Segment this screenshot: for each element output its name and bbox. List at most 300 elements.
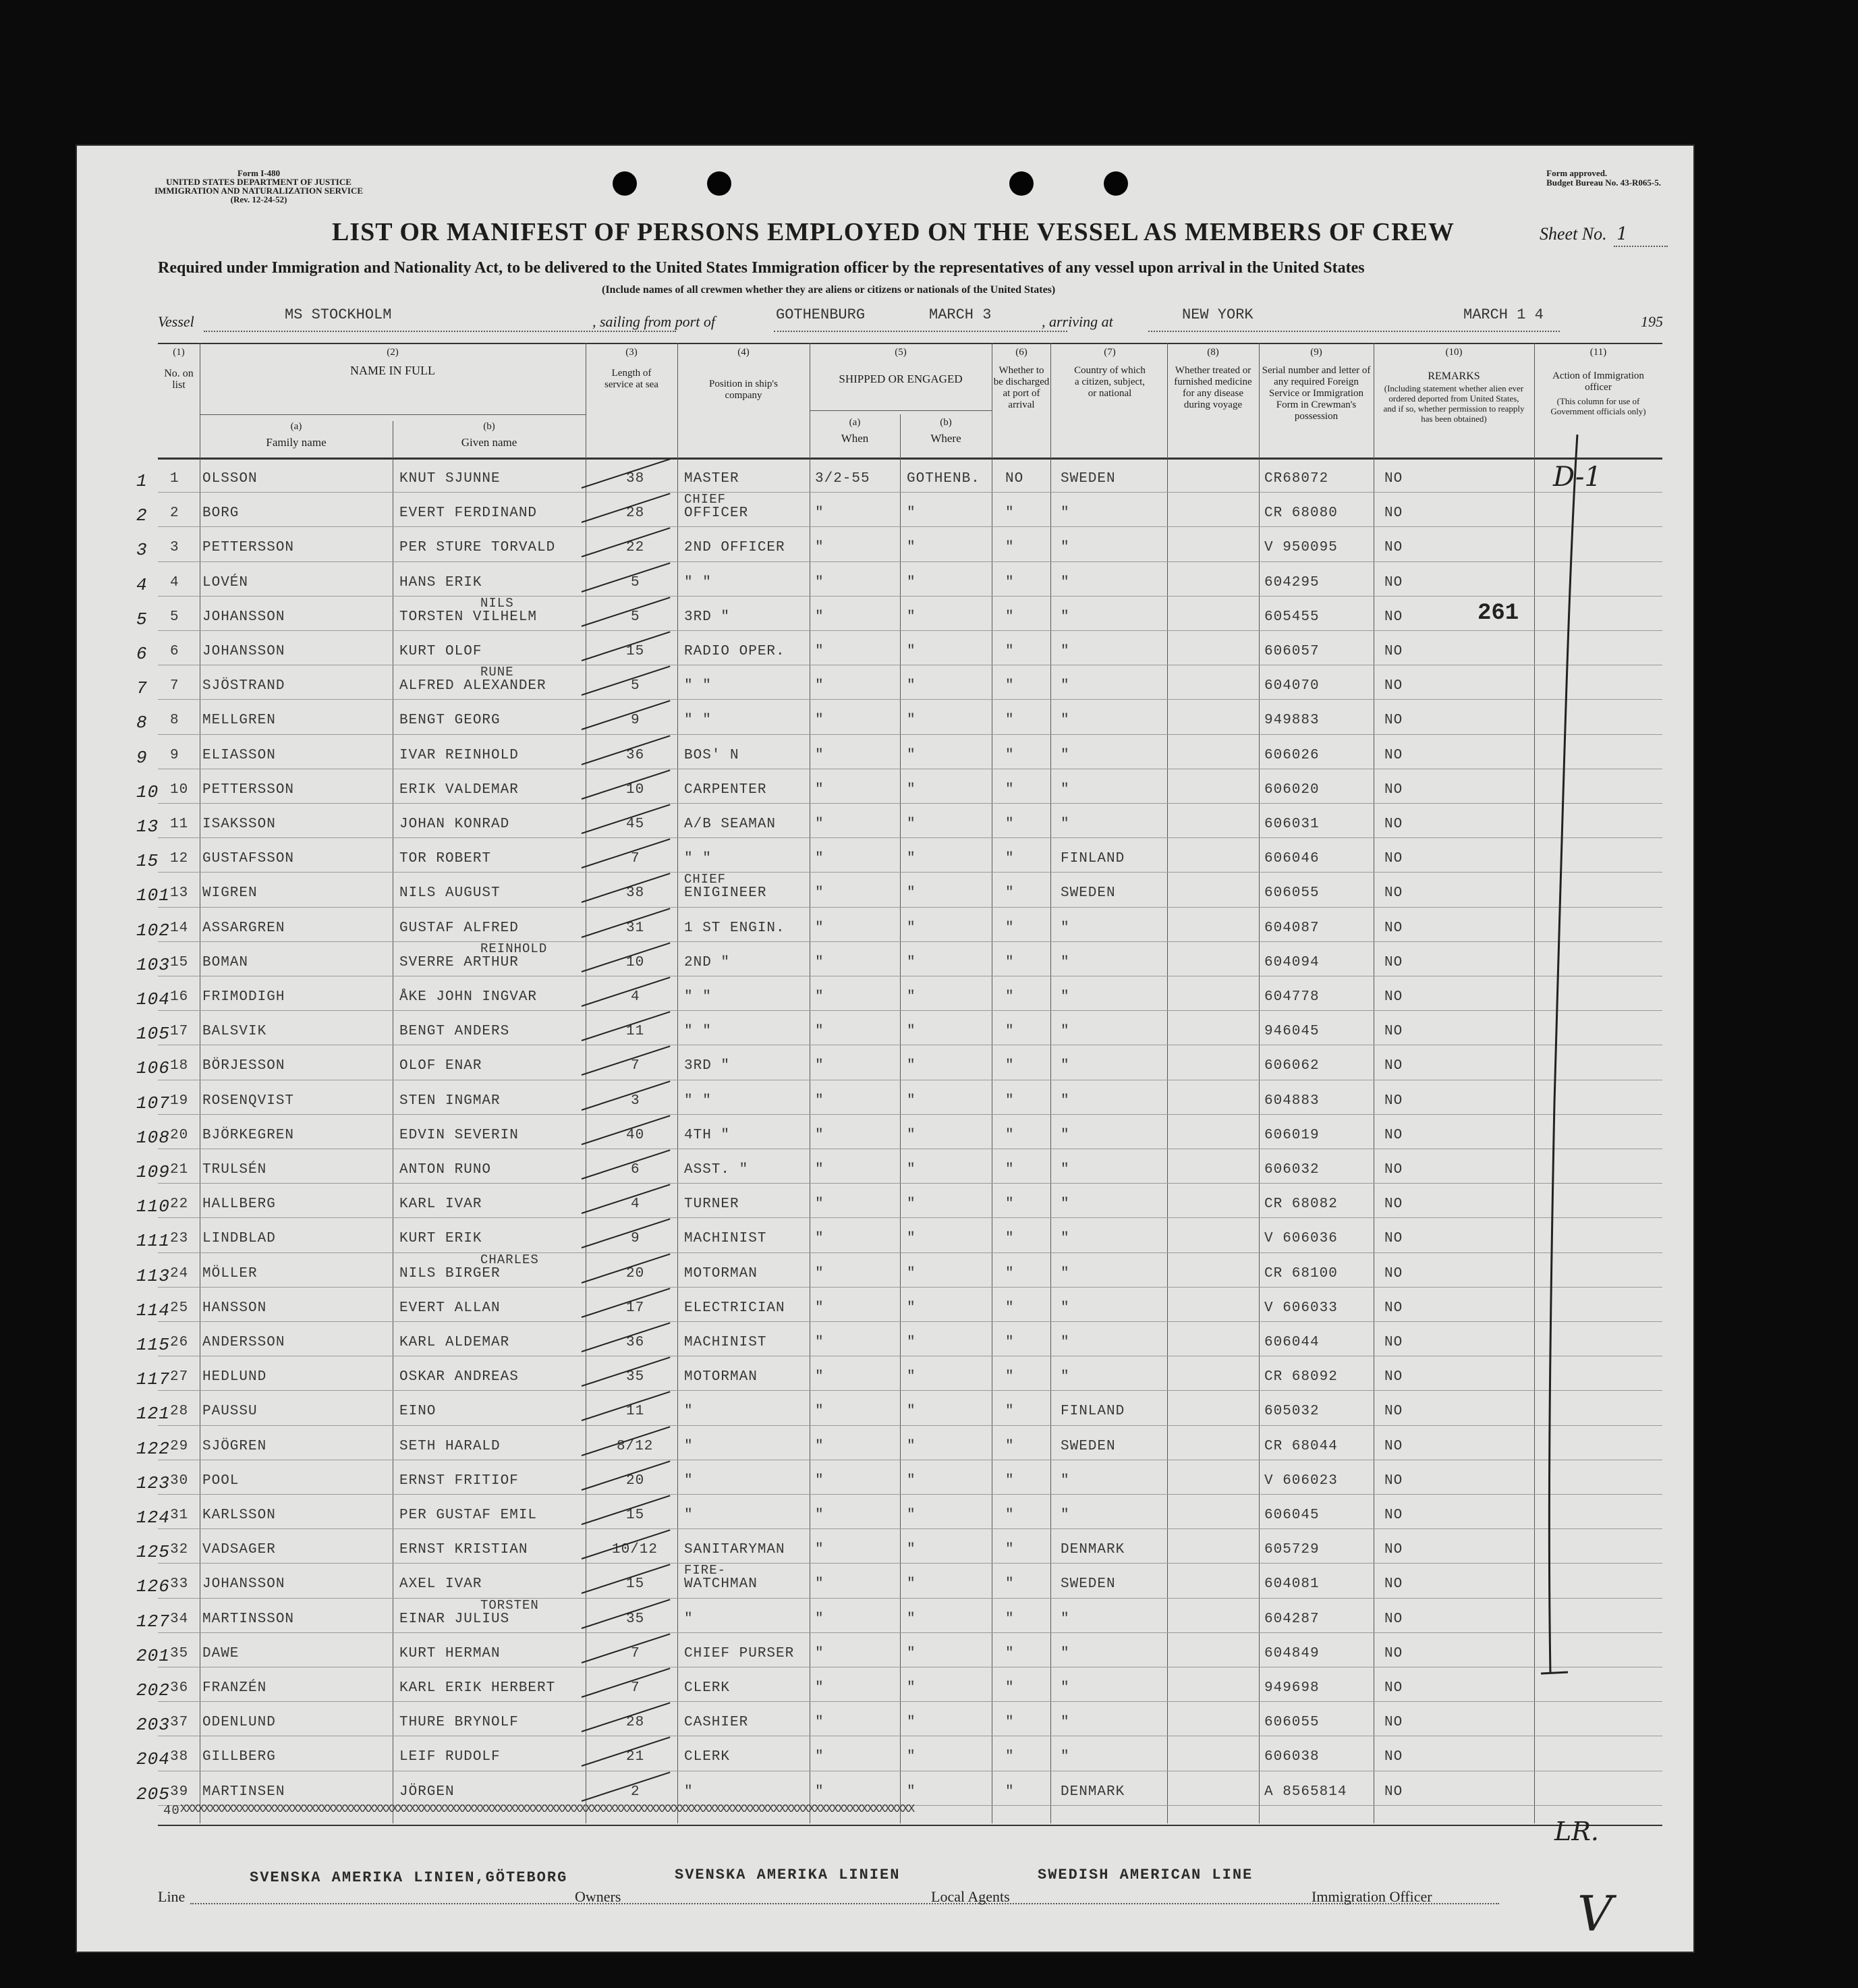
service-length: 31 bbox=[626, 920, 645, 936]
country: " bbox=[1061, 574, 1070, 590]
position: CLERK bbox=[684, 1749, 731, 1765]
serial-number: 606055 bbox=[1264, 1715, 1320, 1731]
remarks: NO bbox=[1384, 609, 1403, 625]
discharged: " bbox=[1005, 954, 1015, 970]
position: " bbox=[684, 1611, 694, 1627]
year: 195 bbox=[1641, 313, 1663, 330]
col-number: (9) bbox=[1310, 347, 1322, 358]
service-length: 28 bbox=[626, 505, 645, 522]
col-number: (6) bbox=[1015, 347, 1027, 358]
shipped-when: " bbox=[815, 678, 824, 694]
discharged: " bbox=[1005, 609, 1015, 625]
service-length: 20 bbox=[626, 1265, 645, 1281]
shipped-when: " bbox=[815, 1611, 824, 1627]
given-name: KARL ERIK HERBERT bbox=[399, 1680, 556, 1696]
row-list-number: 36 bbox=[170, 1680, 189, 1696]
position: " " bbox=[684, 1024, 712, 1040]
row-list-number: 18 bbox=[170, 1058, 189, 1074]
shipped-where: " bbox=[907, 1231, 916, 1247]
discharged: " bbox=[1005, 1265, 1015, 1281]
strike-mark bbox=[582, 562, 671, 592]
row-handwritten-number: 114 bbox=[136, 1300, 170, 1321]
given-name: ERIK VALDEMAR bbox=[399, 781, 519, 798]
country: " bbox=[1061, 1611, 1070, 1627]
shipped-when: " bbox=[815, 609, 824, 625]
remarks: NO bbox=[1384, 885, 1403, 902]
position: MACHINIST bbox=[684, 1335, 767, 1350]
shipped-when: " bbox=[815, 920, 824, 936]
remarks: NO bbox=[1384, 1576, 1403, 1593]
serial-number: 949883 bbox=[1264, 713, 1320, 729]
row-handwritten-number: 111 bbox=[136, 1231, 170, 1252]
discharged: " bbox=[1005, 1196, 1015, 1213]
shipped-where: " bbox=[907, 989, 916, 1005]
position: MOTORMAN bbox=[684, 1265, 758, 1281]
local-agents-label: Local Agents bbox=[931, 1888, 1010, 1905]
remarks: NO bbox=[1384, 1231, 1403, 1247]
service-length: 22 bbox=[626, 540, 645, 556]
discharged: " bbox=[1005, 644, 1015, 659]
shipped-where: " bbox=[907, 1576, 916, 1593]
position: RADIO OPER. bbox=[684, 644, 785, 659]
serial-number: 604883 bbox=[1264, 1093, 1320, 1109]
row-handwritten-number: 105 bbox=[136, 1024, 170, 1045]
strike-mark bbox=[582, 597, 671, 627]
remarks: NO bbox=[1384, 1265, 1403, 1281]
service-length: 38 bbox=[626, 885, 645, 902]
row-handwritten-number: 9 bbox=[136, 747, 148, 768]
family-name: WIGREN bbox=[202, 885, 258, 902]
given-name: GUSTAF ALFRED bbox=[399, 920, 519, 936]
bracket-line bbox=[1533, 428, 1580, 1683]
country: " bbox=[1061, 713, 1070, 729]
country: " bbox=[1061, 1300, 1070, 1316]
col-number: (b) bbox=[483, 421, 495, 432]
position: CLERK bbox=[684, 1680, 731, 1696]
serial-number: 604081 bbox=[1264, 1576, 1320, 1593]
shipped-where: " bbox=[907, 1162, 916, 1178]
country: " bbox=[1061, 1265, 1070, 1281]
discharged: " bbox=[1005, 989, 1015, 1005]
family-name: PETTERSSON bbox=[202, 540, 295, 556]
shipped-when: " bbox=[815, 954, 824, 970]
service-length: 5 bbox=[631, 574, 640, 590]
col-5-header bbox=[810, 347, 992, 385]
shipped-where: " bbox=[907, 1024, 916, 1040]
family-name: FRIMODIGH bbox=[202, 989, 285, 1005]
shipped-when: " bbox=[815, 1508, 824, 1523]
discharged: " bbox=[1005, 678, 1015, 694]
row-list-number: 14 bbox=[170, 920, 189, 936]
row-handwritten-number: 124 bbox=[136, 1508, 170, 1528]
position: " " bbox=[684, 574, 712, 590]
serial-number: 604287 bbox=[1264, 1611, 1320, 1627]
service-length: 17 bbox=[626, 1300, 645, 1316]
discharged: " bbox=[1005, 747, 1015, 763]
position-prefix: CHIEF bbox=[684, 492, 727, 507]
given-name-insert: CHARLES bbox=[480, 1252, 539, 1267]
sailing-label: , sailing from port of bbox=[592, 313, 715, 330]
given-name: OSKAR ANDREAS bbox=[399, 1369, 519, 1385]
shipped-where: " bbox=[907, 1784, 916, 1800]
shipped-where: " bbox=[907, 1265, 916, 1281]
row-handwritten-number: 123 bbox=[136, 1472, 170, 1493]
family-name: ROSENQVIST bbox=[202, 1093, 295, 1109]
row-handwritten-number: 109 bbox=[136, 1162, 170, 1182]
shipped-where: " bbox=[907, 1645, 916, 1661]
row-list-number: 23 bbox=[170, 1231, 189, 1247]
remarks: NO bbox=[1384, 817, 1403, 832]
local-agents-value: SWEDISH AMERICAN LINE bbox=[1038, 1867, 1254, 1883]
row-handwritten-number: 101 bbox=[136, 885, 170, 906]
col-label: Action of Immigration officer bbox=[1552, 370, 1644, 393]
shipped-when: " bbox=[815, 1162, 824, 1178]
given-name: EDVIN SEVERIN bbox=[399, 1127, 519, 1143]
row-list-number: 31 bbox=[170, 1508, 189, 1523]
service-length: 7 bbox=[631, 1058, 640, 1074]
row-handwritten-number: 4 bbox=[136, 574, 148, 595]
col-number: (b) bbox=[940, 417, 952, 428]
service-length: 15 bbox=[626, 644, 645, 659]
family-name: MARTINSEN bbox=[202, 1784, 285, 1800]
given-name: TOR ROBERT bbox=[399, 851, 492, 867]
service-length: 5 bbox=[631, 678, 640, 694]
row-handwritten-number: 102 bbox=[136, 920, 170, 941]
sheet-label: Sheet No. bbox=[1540, 224, 1607, 244]
shipped-where: " bbox=[907, 817, 916, 832]
given-name: THURE BRYNOLF bbox=[399, 1715, 519, 1731]
shipped-where: " bbox=[907, 540, 916, 556]
row-handwritten-number: 107 bbox=[136, 1093, 170, 1113]
family-name: PETTERSSON bbox=[202, 781, 295, 798]
service-length: 36 bbox=[626, 1335, 645, 1350]
remark-stamp: 261 bbox=[1477, 601, 1519, 626]
given-name: LEIF RUDOLF bbox=[399, 1749, 501, 1765]
country: FINLAND bbox=[1061, 1404, 1125, 1420]
country: " bbox=[1061, 644, 1070, 659]
col-number: (8) bbox=[1207, 347, 1219, 358]
position: WATCHMAN bbox=[684, 1576, 758, 1593]
service-length: 40 bbox=[626, 1127, 645, 1143]
shipped-where: " bbox=[907, 1611, 916, 1627]
discharged: " bbox=[1005, 1093, 1015, 1109]
immigration-officer-label: Immigration Officer bbox=[1312, 1888, 1432, 1905]
remarks: NO bbox=[1384, 678, 1403, 694]
discharged: " bbox=[1005, 505, 1015, 522]
row-list-number: 35 bbox=[170, 1645, 189, 1661]
row-list-number: 6 bbox=[170, 644, 179, 659]
form-line: Form I-480 bbox=[237, 168, 281, 178]
row-list-number: 13 bbox=[170, 885, 189, 902]
form-line: IMMIGRATION AND NATURALIZATION SERVICE bbox=[154, 186, 364, 196]
row-handwritten-number: 7 bbox=[136, 678, 148, 699]
service-length: 35 bbox=[626, 1611, 645, 1627]
remarks: NO bbox=[1384, 1335, 1403, 1350]
position-prefix: FIRE- bbox=[684, 1563, 727, 1578]
family-name: ELIASSON bbox=[202, 747, 276, 763]
family-name: BALSVIK bbox=[202, 1024, 267, 1040]
row-handwritten-number: 2 bbox=[136, 505, 148, 526]
row-list-number: 9 bbox=[170, 747, 179, 763]
serial-number: CR 68044 bbox=[1264, 1438, 1338, 1454]
discharged: " bbox=[1005, 1472, 1015, 1489]
shipped-where: " bbox=[907, 954, 916, 970]
position: SANITARYMAN bbox=[684, 1542, 785, 1558]
shipped-when: " bbox=[815, 1335, 824, 1350]
serial-number: 604087 bbox=[1264, 920, 1320, 936]
remarks: NO bbox=[1384, 1058, 1403, 1074]
service-length: 5 bbox=[631, 609, 640, 625]
family-name: JOHANSSON bbox=[202, 1576, 285, 1593]
col-label: NAME IN FULL bbox=[350, 364, 435, 377]
col-5a-header bbox=[810, 417, 900, 444]
family-name: BÖRJESSON bbox=[202, 1058, 285, 1074]
given-name: KNUT SJUNNE bbox=[399, 471, 501, 487]
family-name: BORG bbox=[202, 505, 240, 522]
service-length: 28 bbox=[626, 1715, 645, 1731]
serial-number: 606026 bbox=[1264, 747, 1320, 763]
remarks: NO bbox=[1384, 1542, 1403, 1558]
discharged: NO bbox=[1005, 471, 1024, 487]
remarks: NO bbox=[1384, 1715, 1403, 1731]
family-name: PAUSSU bbox=[202, 1404, 258, 1420]
serial-number: 605729 bbox=[1264, 1542, 1320, 1558]
serial-number: 606055 bbox=[1264, 885, 1320, 902]
row-list-number: 12 bbox=[170, 851, 189, 867]
remarks: NO bbox=[1384, 1438, 1403, 1454]
remarks: NO bbox=[1384, 1472, 1403, 1489]
service-length: 4 bbox=[631, 989, 640, 1005]
discharged: " bbox=[1005, 1438, 1015, 1454]
remarks: NO bbox=[1384, 1024, 1403, 1040]
given-name: NILS BIRGER bbox=[399, 1265, 501, 1281]
position: CASHIER bbox=[684, 1715, 749, 1731]
discharged: " bbox=[1005, 1127, 1015, 1143]
row-handwritten-number: 203 bbox=[136, 1715, 170, 1736]
shipped-where: GOTHENB. bbox=[907, 471, 980, 487]
row-handwritten-number: 125 bbox=[136, 1542, 170, 1563]
row-list-number: 10 bbox=[170, 781, 189, 798]
remarks: NO bbox=[1384, 471, 1403, 487]
approval-line: Form approved. bbox=[1546, 168, 1608, 178]
row-list-number: 5 bbox=[170, 609, 179, 625]
row-list-number: 32 bbox=[170, 1542, 189, 1558]
remarks: NO bbox=[1384, 1369, 1403, 1385]
row-handwritten-number: 13 bbox=[136, 817, 159, 837]
remarks: NO bbox=[1384, 1162, 1403, 1178]
row-handwritten-number: 201 bbox=[136, 1645, 170, 1666]
row-list-number: 26 bbox=[170, 1335, 189, 1350]
row-list-number: 29 bbox=[170, 1438, 189, 1454]
shipped-where: " bbox=[907, 747, 916, 763]
strike-mark bbox=[582, 839, 671, 869]
country: " bbox=[1061, 609, 1070, 625]
shipped-where: " bbox=[907, 644, 916, 659]
col-10-header bbox=[1375, 347, 1533, 424]
discharged: " bbox=[1005, 1058, 1015, 1074]
remarks: NO bbox=[1384, 1611, 1403, 1627]
remarks: NO bbox=[1384, 781, 1403, 798]
row-handwritten-number: 104 bbox=[136, 989, 170, 1010]
given-name: SETH HARALD bbox=[399, 1438, 501, 1454]
position: CHIEF PURSER bbox=[684, 1645, 795, 1661]
row-handwritten-number: 10 bbox=[136, 781, 159, 802]
country: " bbox=[1061, 1058, 1070, 1074]
country: " bbox=[1061, 1093, 1070, 1109]
country: " bbox=[1061, 1231, 1070, 1247]
col-6-header bbox=[993, 347, 1050, 411]
discharged: " bbox=[1005, 1611, 1015, 1627]
family-name: BOMAN bbox=[202, 954, 249, 970]
position: 3RD " bbox=[684, 1058, 731, 1074]
family-name: VADSAGER bbox=[202, 1542, 276, 1558]
row-handwritten-number: 6 bbox=[136, 644, 148, 664]
given-name: BENGT ANDERS bbox=[399, 1024, 510, 1040]
family-name: POOL bbox=[202, 1472, 240, 1489]
col-note: (This column for use of Government officials only) bbox=[1550, 396, 1646, 416]
shipped-where: " bbox=[907, 1749, 916, 1765]
line-value: SVENSKA AMERIKA LINIEN,GÖTEBORG bbox=[250, 1869, 568, 1886]
service-length: 6 bbox=[631, 1162, 640, 1178]
shipped-where: " bbox=[907, 1542, 916, 1558]
shipped-when: " bbox=[815, 1231, 824, 1247]
shipped-where: " bbox=[907, 713, 916, 729]
country: " bbox=[1061, 817, 1070, 832]
shipped-when: " bbox=[815, 1058, 824, 1074]
form-line: (Rev. 12-24-52) bbox=[230, 194, 287, 204]
discharged: " bbox=[1005, 1542, 1015, 1558]
position: 2ND OFFICER bbox=[684, 540, 785, 556]
col-label: Whether to be discharged at port of arrival bbox=[993, 365, 1050, 410]
family-name: MELLGREN bbox=[202, 713, 276, 729]
position-prefix: CHIEF bbox=[684, 872, 727, 887]
col-number: (1) bbox=[173, 347, 185, 358]
row-handwritten-number: 127 bbox=[136, 1611, 170, 1632]
row-handwritten-number: 106 bbox=[136, 1058, 170, 1079]
shipped-where: " bbox=[907, 885, 916, 902]
row-list-number: 38 bbox=[170, 1749, 189, 1765]
serial-number: 604094 bbox=[1264, 954, 1320, 970]
remarks: NO bbox=[1384, 1508, 1403, 1523]
shipped-when: " bbox=[815, 1300, 824, 1316]
discharged: " bbox=[1005, 1784, 1015, 1800]
row-handwritten-number: 205 bbox=[136, 1784, 170, 1804]
service-length: 11 bbox=[626, 1404, 645, 1420]
shipped-where: " bbox=[907, 574, 916, 590]
remarks: NO bbox=[1384, 954, 1403, 970]
serial-number: V 606033 bbox=[1264, 1300, 1338, 1316]
shipped-where: " bbox=[907, 1508, 916, 1523]
punch-hole bbox=[613, 171, 637, 196]
given-name: AXEL IVAR bbox=[399, 1576, 482, 1593]
shipped-when: " bbox=[815, 1369, 824, 1385]
given-name: EINAR JULIUS bbox=[399, 1611, 510, 1627]
serial-number: 605032 bbox=[1264, 1404, 1320, 1420]
row-list-number: 37 bbox=[170, 1715, 189, 1731]
remarks: NO bbox=[1384, 1196, 1403, 1213]
position: 3RD " bbox=[684, 609, 731, 625]
position: " bbox=[684, 1438, 694, 1454]
remarks: NO bbox=[1384, 644, 1403, 659]
row-handwritten-number: 113 bbox=[136, 1265, 170, 1286]
family-name: GUSTAFSSON bbox=[202, 851, 295, 867]
serial-number: CR 68082 bbox=[1264, 1196, 1338, 1213]
discharged: " bbox=[1005, 1162, 1015, 1178]
given-name: IVAR REINHOLD bbox=[399, 747, 519, 763]
given-name: PER GUSTAF EMIL bbox=[399, 1508, 538, 1523]
form-number-block bbox=[154, 169, 363, 204]
shipped-where: " bbox=[907, 781, 916, 798]
row-list-number: 22 bbox=[170, 1196, 189, 1213]
shipped-where: " bbox=[907, 609, 916, 625]
row-handwritten-number: 126 bbox=[136, 1576, 170, 1597]
shipped-where: " bbox=[907, 1404, 916, 1420]
serial-number: 606045 bbox=[1264, 1508, 1320, 1523]
col-label: Serial number and letter of any required Foreign Service or Immigration Form in Crewman's possession bbox=[1262, 365, 1371, 422]
given-name: JÖRGEN bbox=[399, 1784, 455, 1800]
family-name: SJÖGREN bbox=[202, 1438, 267, 1454]
family-name: HANSSON bbox=[202, 1300, 267, 1316]
given-name: PER STURE TORVALD bbox=[399, 540, 556, 556]
country: " bbox=[1061, 1749, 1070, 1765]
remarks: NO bbox=[1384, 1127, 1403, 1143]
approval-line: Budget Bureau No. 43-R065-5. bbox=[1546, 177, 1661, 188]
col-label: Position in ship's company bbox=[709, 379, 778, 401]
family-name: MARTINSSON bbox=[202, 1611, 295, 1627]
given-name: ALFRED ALEXANDER bbox=[399, 678, 546, 694]
family-name: MÖLLER bbox=[202, 1265, 258, 1281]
row-handwritten-number: 122 bbox=[136, 1438, 170, 1459]
family-name: ASSARGREN bbox=[202, 920, 285, 936]
serial-number: 606057 bbox=[1264, 644, 1320, 659]
row-list-number: 27 bbox=[170, 1369, 189, 1385]
service-length: 8/12 bbox=[617, 1438, 654, 1454]
row-list-number: 24 bbox=[170, 1265, 189, 1281]
remarks: NO bbox=[1384, 1404, 1403, 1420]
strike-mark bbox=[582, 1219, 671, 1249]
discharged: " bbox=[1005, 920, 1015, 936]
family-name: KARLSSON bbox=[202, 1508, 276, 1523]
given-name: KURT OLOF bbox=[399, 644, 482, 659]
shipped-when: " bbox=[815, 1680, 824, 1696]
family-name: FRANZÉN bbox=[202, 1680, 267, 1696]
row-list-number: 8 bbox=[170, 713, 179, 729]
discharged: " bbox=[1005, 1300, 1015, 1316]
given-name: KURT HERMAN bbox=[399, 1645, 501, 1661]
row-list-number: 33 bbox=[170, 1576, 189, 1593]
owners-value: SVENSKA AMERIKA LINIEN bbox=[675, 1867, 901, 1883]
given-name: ÅKE JOHN INGVAR bbox=[399, 989, 538, 1005]
given-name: EVERT ALLAN bbox=[399, 1300, 501, 1316]
shipped-when: " bbox=[815, 1749, 824, 1765]
service-length: 10 bbox=[626, 781, 645, 798]
shipped-where: " bbox=[907, 1472, 916, 1489]
shipped-where: " bbox=[907, 1300, 916, 1316]
country: " bbox=[1061, 781, 1070, 798]
end-row-crossout: XXXXXXXXXXXXXXXXXXXXXXXXXXXXXXXXXXXXXXXXXXXXXXXXXXXXXXXXXXXXXXXXXXXXXXXXXXXXXXXXXXXXXXXXXXXXXXXXXXXXXXXXXXXXXXXXXXXXXXXXXXXXX bbox=[180, 1803, 914, 1816]
discharged: " bbox=[1005, 1715, 1015, 1731]
shipped-where: " bbox=[907, 1715, 916, 1731]
row-list-number: 15 bbox=[170, 954, 189, 970]
shipped-when: " bbox=[815, 1127, 824, 1143]
given-name-insert: NILS bbox=[480, 595, 514, 611]
remarks: NO bbox=[1384, 574, 1403, 590]
position: " bbox=[684, 1508, 694, 1523]
given-name: JOHAN KONRAD bbox=[399, 817, 510, 832]
position: MACHINIST bbox=[684, 1231, 767, 1247]
col-8-header bbox=[1169, 347, 1258, 411]
row-list-number: 2 bbox=[170, 505, 179, 522]
